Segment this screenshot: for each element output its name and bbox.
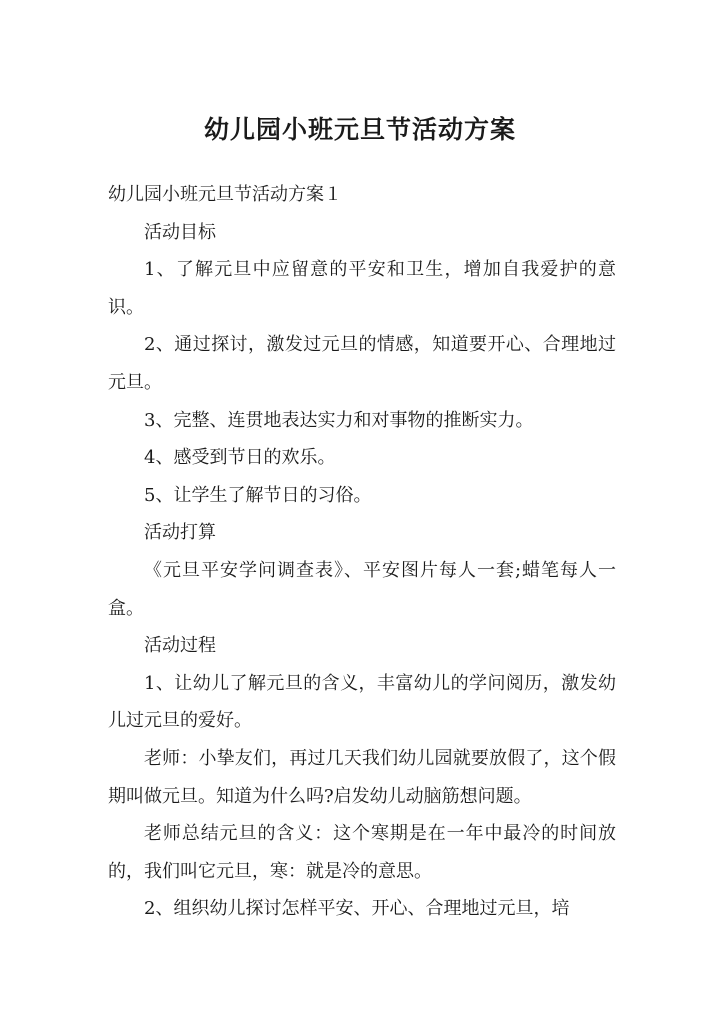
paragraph-teacher-talk: 老师：小挚友们，再过几天我们幼儿园就要放假了，这个假期叫做元旦。知道为什么吗?启发幼儿动脑筋想问题。 xyxy=(108,747,616,807)
paragraph-goal-5: 5、让学生了解节日的习俗。 xyxy=(144,484,372,506)
paragraph-prep-heading: 活动打算 xyxy=(144,522,216,544)
paragraph-goals-heading: 活动目标 xyxy=(144,221,216,243)
paragraph-process-heading: 活动过程 xyxy=(144,635,216,657)
section-heading: 幼儿园小班元旦节活动方案１ xyxy=(108,184,342,205)
document-body xyxy=(108,176,616,928)
paragraph-goal-3: 3、完整、连贯地表达实力和对事物的推断实力。 xyxy=(144,409,534,431)
paragraph-prep-materials: 《元旦平安学问调查表》、平安图片每人一套;蜡笔每人一盒。 xyxy=(108,559,616,619)
paragraph-goal-1: 1、了解元旦中应留意的平安和卫生，增加自我爱护的意识。 xyxy=(108,259,616,318)
document-title: 幼儿园小班元旦节活动方案 xyxy=(203,115,516,144)
paragraph-goal-2: 2、通过探讨，激发过元旦的情感，知道要开心、合理地过元旦。 xyxy=(108,334,616,393)
paragraph-teacher-summary: 老师总结元旦的含义：这个寒期是在一年中最冷的时间放的，我们叫它元旦，寒：就是冷的意思。 xyxy=(108,823,616,882)
paragraph-process-1: 1、让幼儿了解元旦的含义，丰富幼儿的学问阅历，激发幼儿过元旦的爱好。 xyxy=(108,672,616,732)
paragraph-process-2: 2、组织幼儿探讨怎样平安、开心、合理地过元旦，培 xyxy=(144,898,570,920)
paragraph-goal-4: 4、感受到节日的欢乐。 xyxy=(144,447,336,469)
